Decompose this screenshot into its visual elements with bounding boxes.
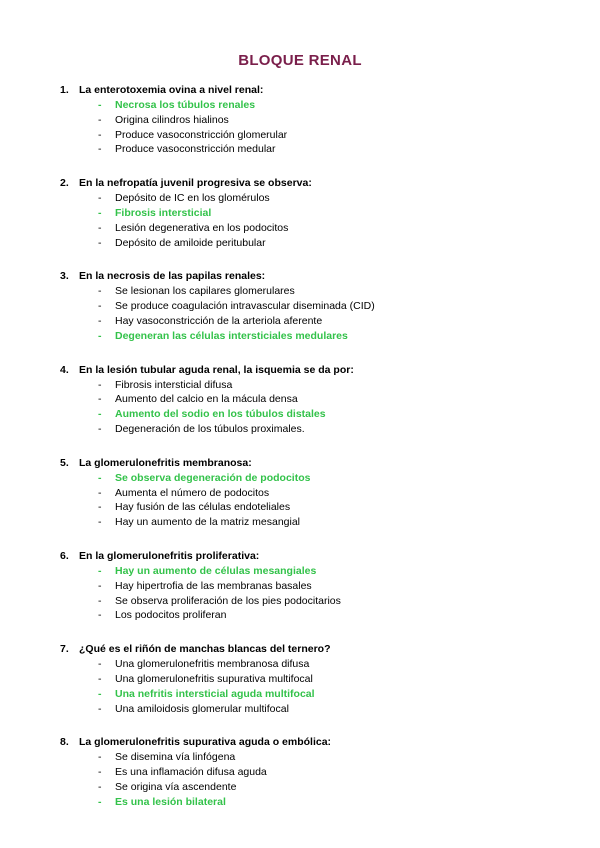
answer-text: Se observa proliferación de los pies podocitarios xyxy=(115,594,341,607)
question-text: En la nefropatía juvenil progresiva se observa: xyxy=(79,177,312,190)
answer-text: Degeneran las células intersticiales medulares xyxy=(115,329,348,342)
answer-text: Fibrosis intersticial difusa xyxy=(115,378,233,391)
dash-bullet: - xyxy=(98,285,102,298)
answer-option xyxy=(60,98,580,113)
question-6 xyxy=(60,549,580,623)
answer-option xyxy=(60,471,580,486)
answer-text: Hay un aumento de la matriz mesangial xyxy=(115,516,301,529)
answer-text: Es una inflamación difusa aguda xyxy=(115,766,267,779)
document-title: BLOQUE RENAL xyxy=(238,52,362,69)
dash-bullet: - xyxy=(98,795,102,808)
answer-text: Necrosa los túbulos renales xyxy=(115,99,256,111)
question-text: En la necrosis de las papilas renales: xyxy=(79,270,266,283)
answer-text: Aumento del sodio en los túbulos distales xyxy=(115,408,326,421)
answer-option xyxy=(60,392,580,407)
answer-option xyxy=(60,515,580,530)
dash-bullet: - xyxy=(98,99,102,111)
answer-text: Una glomerulonefritis membranosa difusa xyxy=(115,658,310,671)
answer-option xyxy=(60,608,580,623)
answer-text: Degeneración de los túbulos proximales. xyxy=(115,422,305,435)
answer-options xyxy=(60,657,580,716)
dash-bullet: - xyxy=(98,206,102,219)
dash-bullet: - xyxy=(98,471,102,484)
answer-text: Hay fusión de las células endoteliales xyxy=(115,501,291,514)
answer-text: Hay vasoconstricción de la arteriola aferente xyxy=(115,314,323,327)
dash-bullet: - xyxy=(98,672,102,685)
answer-text: Aumento del calcio en la mácula densa xyxy=(115,393,298,406)
question-number: 2. xyxy=(60,177,69,190)
dash-bullet: - xyxy=(98,687,102,700)
answer-option xyxy=(60,221,580,236)
question-heading xyxy=(60,83,580,98)
dash-bullet: - xyxy=(98,128,102,141)
answer-text: Hay hipertrofia de las membranas basales xyxy=(115,579,312,592)
answer-text: Aumenta el número de podocitos xyxy=(115,486,270,499)
answer-option xyxy=(60,284,580,299)
answer-text: Hay un aumento de células mesangiales xyxy=(115,564,317,577)
question-text: ¿Qué es el riñón de manchas blancas del ternero? xyxy=(79,643,331,656)
question-heading xyxy=(60,456,580,471)
answer-option xyxy=(60,486,580,501)
dash-bullet: - xyxy=(98,516,102,529)
answer-option xyxy=(60,191,580,206)
answer-options xyxy=(60,564,580,623)
dash-bullet: - xyxy=(98,300,102,313)
answer-text: Se observa degeneración de podocitos xyxy=(115,471,311,484)
answer-text: Lesión degenerativa en los podocitos xyxy=(115,221,289,234)
answer-text: Una nefritis intersticial aguda multifocal xyxy=(115,687,315,700)
dash-bullet: - xyxy=(98,221,102,234)
question-heading xyxy=(60,642,580,657)
question-heading xyxy=(60,176,580,191)
answer-option xyxy=(60,795,580,810)
question-3 xyxy=(60,269,580,343)
question-1 xyxy=(60,83,580,157)
dash-bullet: - xyxy=(98,594,102,607)
answer-option xyxy=(60,113,580,128)
dash-bullet: - xyxy=(98,143,102,156)
dash-bullet: - xyxy=(98,766,102,779)
dash-bullet: - xyxy=(98,393,102,406)
answer-options xyxy=(60,750,580,809)
question-number: 8. xyxy=(60,736,69,749)
dash-bullet: - xyxy=(98,564,102,577)
question-number: 6. xyxy=(60,549,69,562)
answer-option xyxy=(60,765,580,780)
dash-bullet: - xyxy=(98,192,102,205)
dash-bullet: - xyxy=(98,486,102,499)
answer-text: Produce vasoconstricción medular xyxy=(115,143,276,156)
question-text: La glomerulonefritis membranosa: xyxy=(79,456,252,469)
answer-text: Se disemina vía linfógena xyxy=(115,751,236,764)
answer-options xyxy=(60,378,580,437)
answer-text: Se produce coagulación intravascular diseminada (CID) xyxy=(115,300,375,313)
dash-bullet: - xyxy=(98,780,102,793)
dash-bullet: - xyxy=(98,658,102,671)
answer-option xyxy=(60,687,580,702)
question-number: 1. xyxy=(60,84,69,96)
question-number: 3. xyxy=(60,270,69,283)
answer-option xyxy=(60,780,580,795)
question-8 xyxy=(60,735,580,809)
question-2 xyxy=(60,176,580,250)
question-text: La enterotoxemia ovina a nivel renal: xyxy=(79,84,264,96)
answer-option xyxy=(60,657,580,672)
dash-bullet: - xyxy=(98,236,102,249)
answer-text: Una amiloidosis glomerular multifocal xyxy=(115,702,289,715)
dash-bullet: - xyxy=(98,751,102,764)
question-list xyxy=(60,83,580,829)
dash-bullet: - xyxy=(98,422,102,435)
answer-options xyxy=(60,191,580,250)
answer-option xyxy=(60,236,580,251)
answer-option xyxy=(60,500,580,515)
question-text: En la glomerulonefritis proliferativa: xyxy=(79,549,260,562)
answer-option xyxy=(60,128,580,143)
question-5 xyxy=(60,456,580,530)
answer-options xyxy=(60,284,580,343)
answer-text: Depósito de amiloide peritubular xyxy=(115,236,266,249)
answer-text: Es una lesión bilateral xyxy=(115,795,226,808)
answer-text: Fibrosis intersticial xyxy=(115,206,212,219)
question-4 xyxy=(60,363,580,437)
dash-bullet: - xyxy=(98,408,102,421)
answer-option xyxy=(60,206,580,221)
answer-options xyxy=(60,98,580,157)
answer-text: Se origina vía ascendente xyxy=(115,780,237,793)
question-heading xyxy=(60,363,580,378)
answer-option xyxy=(60,142,580,157)
question-heading xyxy=(60,735,580,750)
answer-text: Se lesionan los capilares glomerulares xyxy=(115,285,295,298)
answer-option xyxy=(60,378,580,393)
answer-text: Una glomerulonefritis supurativa multifocal xyxy=(115,672,313,685)
answer-option xyxy=(60,564,580,579)
question-heading xyxy=(60,549,580,564)
dash-bullet: - xyxy=(98,314,102,327)
dash-bullet: - xyxy=(98,329,102,342)
answer-text: Los podocitos proliferan xyxy=(115,609,227,622)
answer-option xyxy=(60,579,580,594)
answer-text: Origina cilindros hialinos xyxy=(115,113,229,126)
answer-option xyxy=(60,750,580,765)
answer-option xyxy=(60,702,580,717)
dash-bullet: - xyxy=(98,113,102,126)
question-number: 4. xyxy=(60,363,69,376)
dash-bullet: - xyxy=(98,378,102,391)
answer-option xyxy=(60,299,580,314)
question-heading xyxy=(60,269,580,284)
answer-text: Produce vasoconstricción glomerular xyxy=(115,128,288,141)
answer-options xyxy=(60,471,580,530)
question-text: La glomerulonefritis supurativa aguda o embólica: xyxy=(79,736,332,749)
dash-bullet: - xyxy=(98,501,102,514)
dash-bullet: - xyxy=(98,609,102,622)
question-7 xyxy=(60,642,580,716)
answer-option xyxy=(60,329,580,344)
dash-bullet: - xyxy=(98,702,102,715)
dash-bullet: - xyxy=(98,579,102,592)
answer-option xyxy=(60,407,580,422)
answer-text: Depósito de IC en los glomérulos xyxy=(115,192,270,205)
question-text: En la lesión tubular aguda renal, la isquemia se da por: xyxy=(79,363,354,376)
question-number: 5. xyxy=(60,456,69,469)
answer-option xyxy=(60,672,580,687)
answer-option xyxy=(60,314,580,329)
answer-option xyxy=(60,594,580,609)
question-number: 7. xyxy=(60,643,69,656)
answer-option xyxy=(60,422,580,437)
